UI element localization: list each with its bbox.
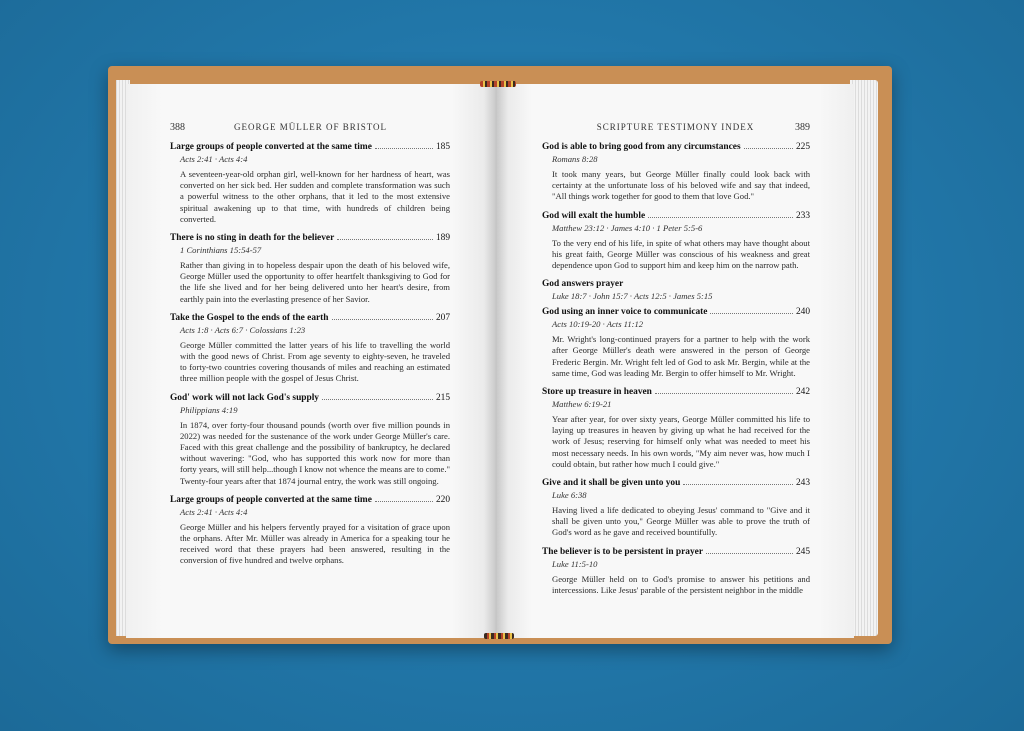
entry-page-number: 189 xyxy=(435,233,450,244)
entry-description: George Müller and his helpers fervently prayed for a visitation of grace upon the orphans. After Mr. Müller was already in America for a speaking tour he received word that these prayers had been answered, resulting in the conversion of five hundred and twelve orphans. xyxy=(180,521,450,566)
leader-dots xyxy=(655,393,793,394)
scripture-references: Acts 2:41 · Acts 4:4 xyxy=(180,506,248,517)
scripture-references: 1 Corinthians 15:54-57 xyxy=(180,245,262,256)
entry-description: Mr. Wright's long-continued prayers for a partner to help with the work after George Müller's death were answered in the person of George Frederic Bergin. Mr. Wright felt led of God to ask Mr. Bergin, while at the same time, God was leading Mr. Bergin to offer himself to Mr. Wright. xyxy=(552,334,810,378)
entry-description: It took many years, but George Müller finally could look back with certainty at the unfortunate loss of his beloved wife and say that indeed, "All things work together for good to them that love God." xyxy=(552,169,810,202)
entry-description: Rather than giving in to hopeless despair upon the death of his beloved wife, George Müller used the opportunity to offer heartfelt thanksgiving to God for the life she lived and for her being delivered unto her heart's desire, from earthly pain into the everlasting presence of her Savior. xyxy=(180,260,450,304)
entry-heading: God will exalt the humble xyxy=(542,210,646,221)
entry-description: To the very end of his life, in spite of what others may have thought about his great faith, George Müller was conscious of his weakness and great dependence upon God to support him and keep him on the narrow path. xyxy=(552,237,810,271)
entry-heading: Large groups of people converted at the same time xyxy=(170,494,372,505)
entry-description: Year after year, for over sixty years, George Müller committed his life to laying up treasures in heaven by giving up what he had received for the work of Jesus; reserving for himself only what was needed to meet his most necessary needs. In his own words, "My aim never was, how much I could obtain, but rather how much I could give." xyxy=(552,414,810,469)
entry-page-number: 242 xyxy=(795,387,810,398)
entry-description: In 1874, over forty-four thousand pounds (worth over five million pounds in 2022) was needed for the sustenance of the work under George Müller's care. Faced with this great challenge and the possibility of bankruptcy, he declared without wavering: "God, who has supported this work now for more than forty years, will still help...though I know not whence the means are to come." Twenty-four years after that 1874 journal entry, the work was still ongoing. xyxy=(180,419,450,486)
entry-heading-row xyxy=(170,312,450,324)
entry-heading-row xyxy=(170,232,450,244)
entry-heading-row xyxy=(542,546,810,558)
entry-heading-row xyxy=(542,210,810,222)
index-entry xyxy=(170,141,450,225)
entry-page-number: 215 xyxy=(435,392,450,403)
entry-heading: God using an inner voice to communicate xyxy=(542,307,708,318)
right-page-number: 389 xyxy=(794,122,810,133)
entry-heading-row xyxy=(542,306,810,318)
left-running-title: GEORGE MÜLLER OF BRISTOL xyxy=(233,122,388,132)
headband-top xyxy=(480,81,516,87)
entry-heading: The believer is to be persistent in prayer xyxy=(542,546,704,557)
scripture-references: Matthew 6:19-21 xyxy=(552,399,612,410)
entry-heading-row xyxy=(170,141,450,153)
entry-heading: Store up treasure in heaven xyxy=(542,387,652,398)
scripture-references: Luke 6:38 xyxy=(552,490,587,501)
index-entry xyxy=(542,477,810,539)
entry-page-number: 207 xyxy=(435,312,450,323)
entry-heading: God answers prayer xyxy=(542,279,624,290)
entry-description: A seventeen-year-old orphan girl, well-known for her hardness of heart, was converted on her sick bed. Her sudden and complete transformation was such a powerful witness to the other orphans, that it led to the most extensive spiritual awakening up to that time, with hundreds of children being converted. xyxy=(180,169,450,224)
leader-dots xyxy=(744,148,793,149)
entry-heading-row xyxy=(170,494,450,506)
scripture-references: Luke 11:5-10 xyxy=(552,558,598,569)
entry-description: George Müller committed the latter years of his life to travelling the world with the good news of Christ. From age seventy to eighty-seven, he traveled to forty-two countries covering thousands of miles and reaching an estimated three million people with the gospel of Jesus Christ. xyxy=(180,339,450,384)
scripture-references: Luke 18:7 · John 15:7 · Acts 12:5 · James 5:15 xyxy=(552,291,713,302)
index-entry xyxy=(542,278,810,302)
index-entry xyxy=(170,494,450,567)
index-entry xyxy=(542,546,810,596)
entry-description: Having lived a life dedicated to obeying Jesus' command to "Give and it shall be given unto you," George Müller was able to prove the truth of God's word as he gave and received bountifully. xyxy=(552,505,810,538)
entry-page-number: 245 xyxy=(795,546,810,557)
right-running-head xyxy=(542,122,810,133)
entry-page-number: 220 xyxy=(435,494,450,505)
scripture-references: Acts 2:41 · Acts 4:4 xyxy=(180,154,248,164)
leader-dots xyxy=(710,313,792,314)
entry-heading-row xyxy=(542,141,810,153)
entry-page-number: 225 xyxy=(795,142,810,152)
index-entry xyxy=(542,386,810,470)
left-page-number: 388 xyxy=(170,122,185,133)
right-entries xyxy=(542,141,810,596)
entry-description: George Müller held on to God's promise to answer his petitions and intercessions. Like Jesus' parable of the persistent neighbor in the middle xyxy=(552,573,810,595)
index-entry xyxy=(170,392,450,487)
scripture-references: Acts 1:8 · Acts 6:7 · Colossians 1:23 xyxy=(180,324,306,335)
entry-heading: Large groups of people converted at the same time xyxy=(170,142,372,152)
left-entries xyxy=(170,141,450,567)
index-entry xyxy=(170,312,450,385)
right-page xyxy=(496,84,854,638)
index-entry xyxy=(542,306,810,379)
entry-heading-row xyxy=(542,477,810,489)
leader-dots xyxy=(337,239,433,240)
entry-page-number: 233 xyxy=(795,210,810,221)
leader-dots xyxy=(706,553,793,554)
entry-heading-row xyxy=(542,386,810,398)
page-edges-right xyxy=(850,80,878,636)
left-running-head xyxy=(170,122,450,133)
scripture-references: Romans 8:28 xyxy=(552,154,598,164)
index-entry xyxy=(170,232,450,305)
headband-bottom xyxy=(484,633,514,639)
entry-heading: God is able to bring good from any circumstances xyxy=(542,142,741,152)
leader-dots xyxy=(375,501,433,502)
index-entry xyxy=(542,141,810,203)
scripture-references: Acts 10:19-20 · Acts 11:12 xyxy=(552,319,644,330)
entry-page-number: 185 xyxy=(435,142,450,152)
entry-heading: Take the Gospel to the ends of the earth xyxy=(170,312,329,323)
scripture-references: Matthew 23:12 · James 4:10 · 1 Peter 5:5-6 xyxy=(552,222,703,233)
left-page xyxy=(126,84,496,638)
entry-heading: God' work will not lack God's supply xyxy=(170,392,319,403)
leader-dots xyxy=(648,217,793,218)
entry-page-number: 243 xyxy=(795,478,810,489)
right-running-title: SCRIPTURE TESTIMONY INDEX xyxy=(596,122,755,132)
leader-dots xyxy=(332,319,433,320)
leader-dots xyxy=(322,399,433,400)
entry-page-number: 240 xyxy=(795,307,810,318)
entry-heading: There is no sting in death for the believer xyxy=(170,233,335,244)
index-entry xyxy=(542,210,810,272)
entry-heading-row xyxy=(542,278,810,290)
entry-heading: Give and it shall be given unto you xyxy=(542,478,681,489)
scripture-references: Philippians 4:19 xyxy=(180,404,238,415)
entry-heading-row xyxy=(170,392,450,404)
leader-dots xyxy=(375,148,433,149)
leader-dots xyxy=(683,484,793,485)
